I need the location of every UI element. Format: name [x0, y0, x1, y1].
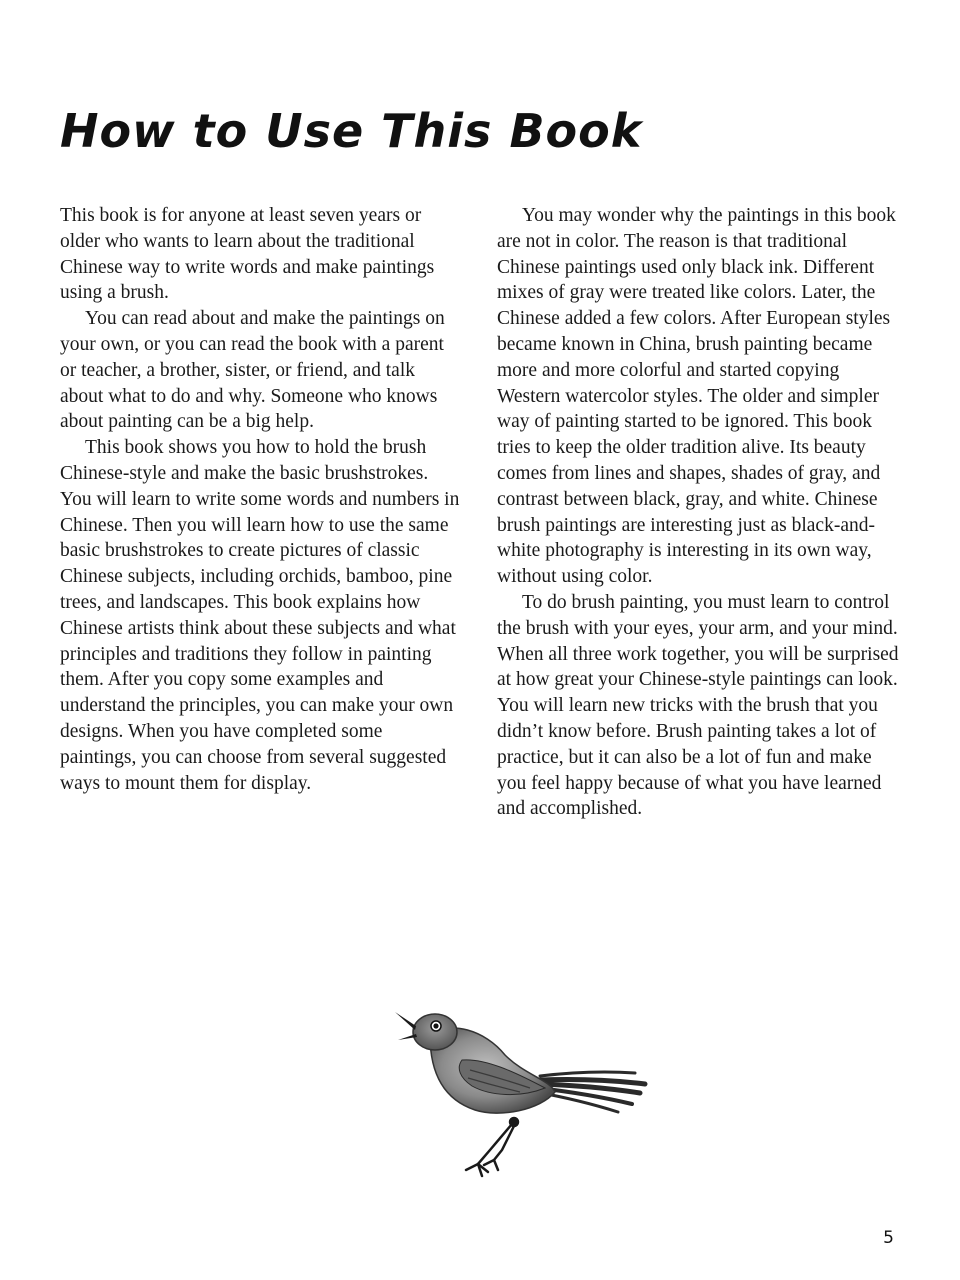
paragraph-contents: This book shows you how to hold the brush Chinese-style and make the basic brushstrokes. You will learn to write some words and numbers in Chinese. Then you will learn how to use the same basic brushstrokes to create pictures of classic Chinese subjects, including orchids, bamboo, pine trees, and landscapes. This book explains how Chinese artists think about these subjects and what principles and traditions they follow in painting them. After you copy some examples and understand the principles, you can make your own designs. When you have completed some paintings, you can choose from several suggested ways to mount them for display.	[60, 437, 460, 794]
bird-legs	[466, 1118, 518, 1176]
bird-illustration	[390, 1000, 660, 1180]
bird-beak	[395, 1012, 416, 1030]
paragraph-reading: You can read about and make the paintings on your own, or you can read the book with a parent or teacher, a brother, sister, or friend, and talk about what to do and why. Someone who knows about painting can be a big help.	[60, 308, 445, 433]
paragraph-practice: To do brush painting, you must learn to control the brush with your eyes, your arm, and your mind. When all three work together, you will be surprised at how great your Chinese-style paintings can look. You will learn new tricks with the brush that you didn’t know before. Brush painting takes a lot of practice, but it can also be a lot of fun and make you feel happy because of what you have learned and accomplished.	[497, 591, 899, 820]
right-column	[497, 203, 901, 822]
paragraph-color: You may wonder why the paintings in this book are not in color. The reason is that traditional Chinese paintings used only black ink. Different mixes of gray were treated like colors. Later, the Chinese added a few colors. After European styles became known in China, brush painting became more and more colorful and started copying Western watercolor styles. The older and simpler way of painting started to be ignored. This book tries to keep the older tradition alive. Its beauty comes from lines and shapes, shades of gray, and contrast between black, gray, and white. Chinese brush paintings are interesting just as black-and-white photography is interesting in its own way, without using color.	[497, 205, 896, 588]
page-title: How to Use This Book	[60, 104, 643, 158]
paragraph-intro: This book is for anyone at least seven years or older who wants to learn about the traditional Chinese way to write words and make paintings using a brush.	[60, 205, 435, 304]
page-number: 5	[883, 1228, 894, 1248]
bird-head	[413, 1014, 457, 1050]
left-column	[60, 203, 460, 796]
